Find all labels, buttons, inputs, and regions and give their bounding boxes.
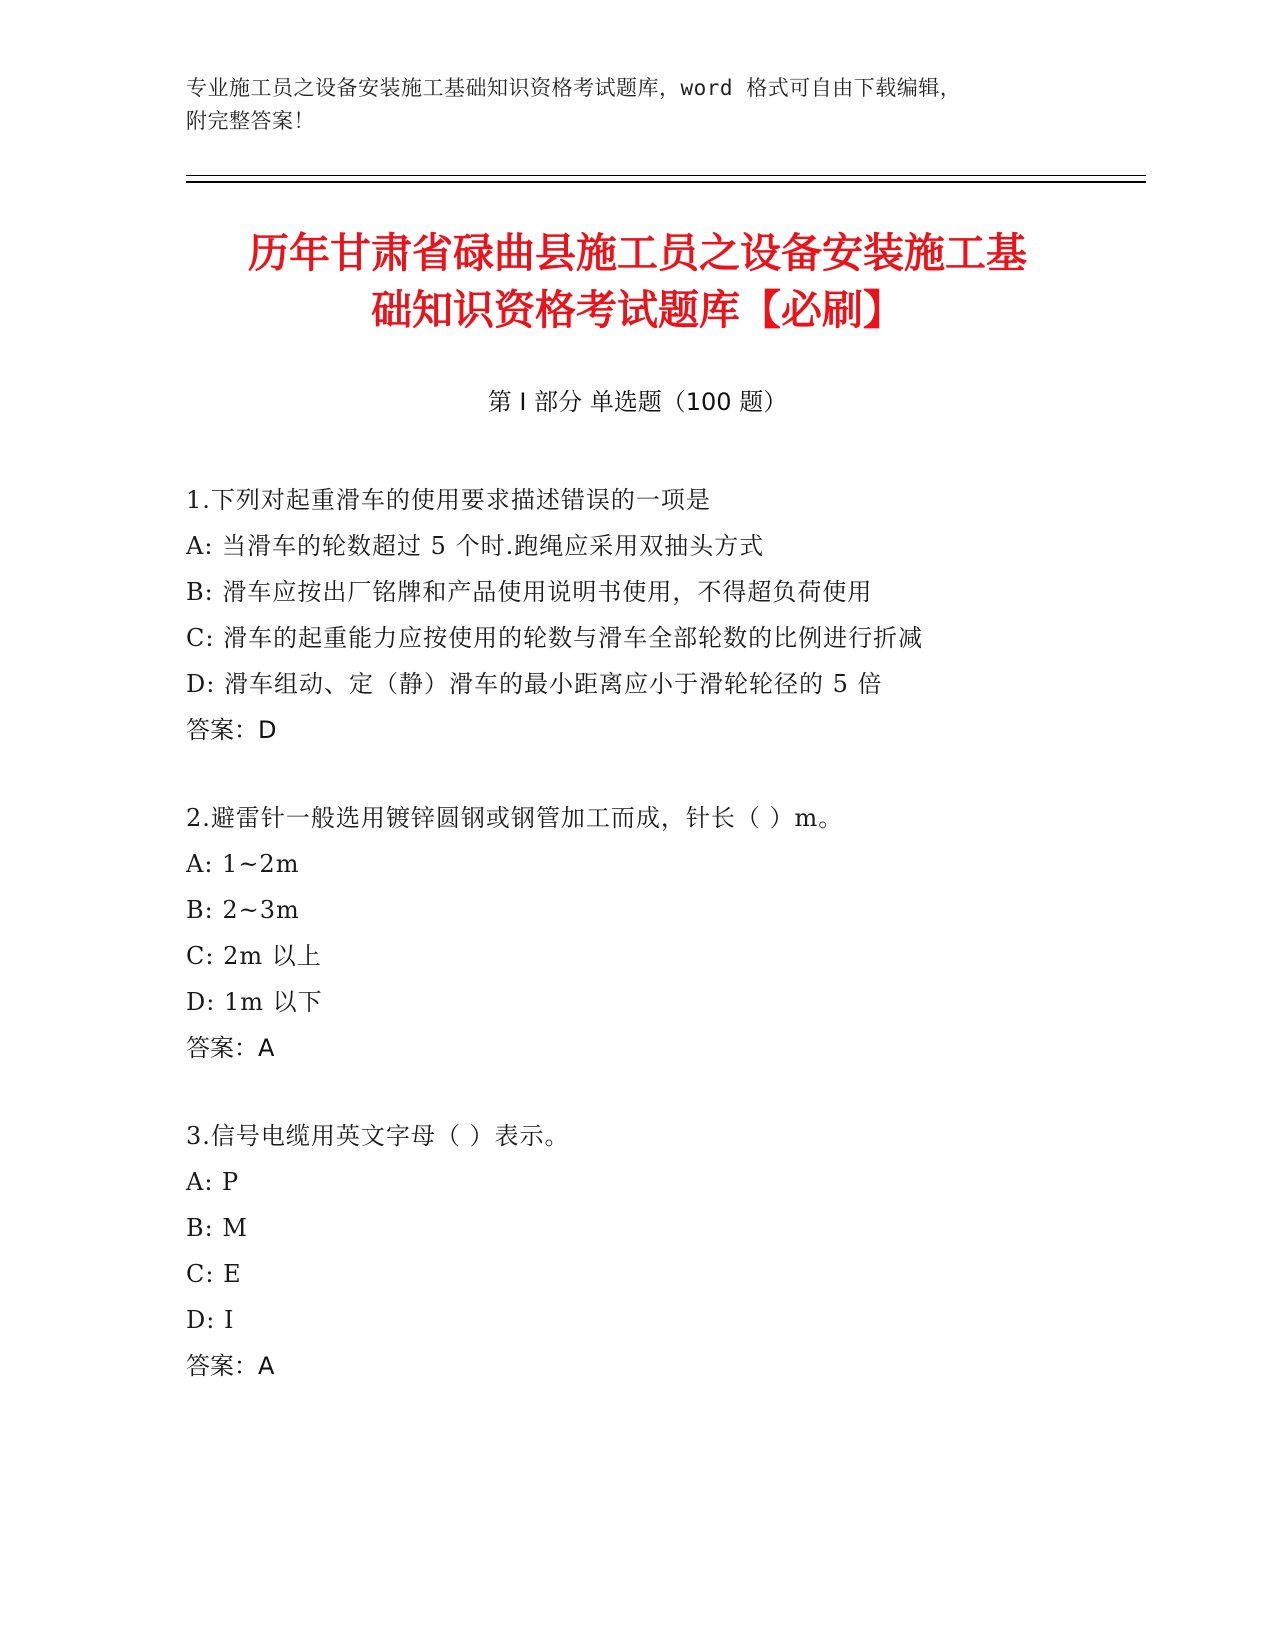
option-b: B: 2~3m bbox=[186, 896, 300, 924]
option-a: A: P bbox=[186, 1168, 240, 1196]
answer: 答案：D bbox=[186, 716, 277, 744]
option-a: A: 1~2m bbox=[186, 850, 300, 878]
question-stem: 1.下列对起重滑车的使用要求描述错误的一项是 bbox=[186, 486, 711, 514]
header-divider-thin bbox=[186, 175, 1146, 176]
option-d: D: 滑车组动、定（静）滑车的最小距离应小于滑轮轮径的 5 倍 bbox=[186, 670, 883, 698]
header-divider-thick bbox=[186, 181, 1146, 183]
question-1 bbox=[186, 477, 1086, 753]
title-line-2: 础知识资格考试题库【必刷】 bbox=[371, 286, 904, 334]
question-3 bbox=[186, 1113, 1086, 1389]
question-2 bbox=[186, 795, 1086, 1071]
option-b: B: M bbox=[186, 1214, 248, 1242]
answer: 答案：A bbox=[186, 1352, 275, 1380]
question-stem: 3.信号电缆用英文字母（ ）表示。 bbox=[186, 1122, 570, 1150]
option-c: C: 2m 以上 bbox=[186, 942, 322, 970]
question-stem: 2.避雷针一般选用镀锌圆钢或钢管加工而成，针长（ ）m。 bbox=[186, 804, 844, 832]
document-title bbox=[150, 225, 1125, 339]
option-a: A: 当滑车的轮数超过 5 个时.跑绳应采用双抽头方式 bbox=[186, 532, 765, 560]
answer: 答案：A bbox=[186, 1034, 275, 1062]
option-c: C: 滑车的起重能力应按使用的轮数与滑车全部轮数的比例进行折减 bbox=[186, 624, 924, 652]
document-intro bbox=[186, 72, 1066, 138]
option-b: B: 滑车应按出厂铭牌和产品使用说明书使用，不得超负荷使用 bbox=[186, 578, 873, 606]
intro-line-1: 专业施工员之设备安装施工基础知识资格考试题库，word 格式可自由下载编辑， bbox=[186, 76, 962, 100]
option-d: D: 1m 以下 bbox=[186, 988, 323, 1016]
section-heading: 第 I 部分 单选题（100 题） bbox=[487, 388, 788, 416]
intro-line-2: 附完整答案！ bbox=[186, 109, 315, 133]
title-line-1: 历年甘肃省碌曲县施工员之设备安装施工基 bbox=[248, 229, 1027, 277]
option-d: D: I bbox=[186, 1306, 235, 1334]
option-c: C: E bbox=[186, 1260, 242, 1288]
